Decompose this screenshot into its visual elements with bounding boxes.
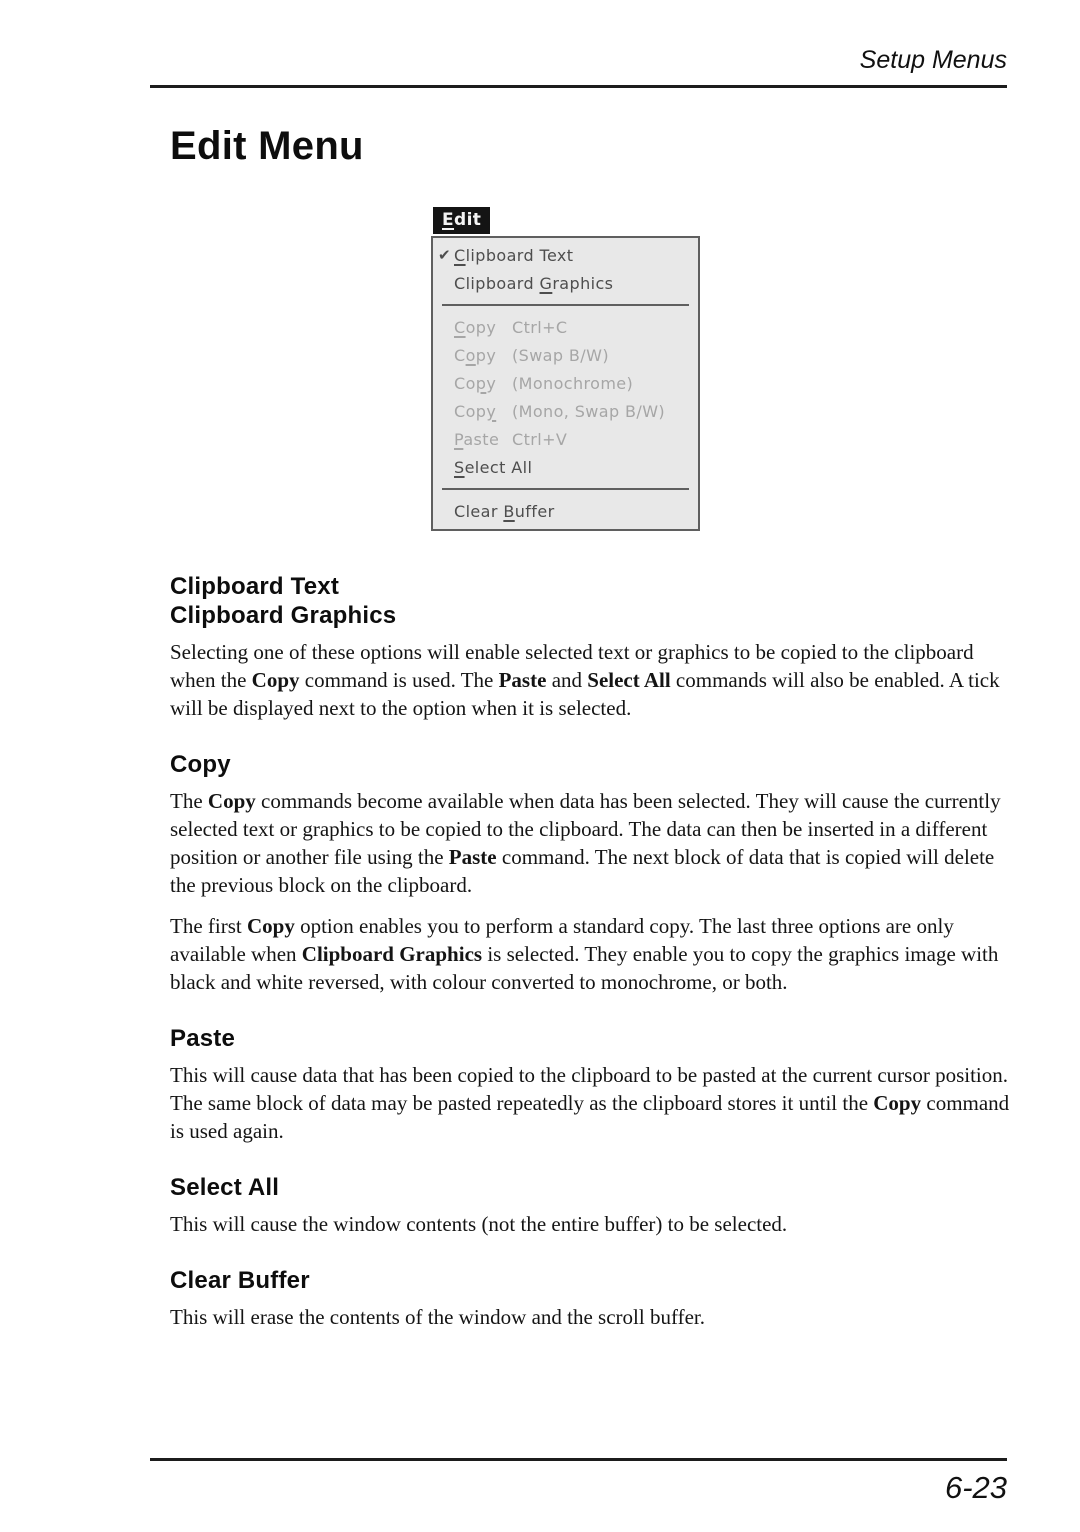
section-heading: Clipboard Text Clipboard Graphics (170, 573, 397, 629)
menu-item-select-all[interactable] (433, 453, 698, 481)
menu-item-label: Clear Buffer (454, 501, 555, 521)
section-heading: Select All (170, 1174, 280, 1201)
paragraph: Selecting one of these options will enable selected text or graphics to be copied to the clipboard when the Copy command is used. The Paste and Select All commands will also be enabled. A tick will be displayed next to the option when it is selected. (170, 640, 1000, 720)
edit-menu-button[interactable]: Edit (433, 207, 490, 234)
section-paste (170, 1024, 1010, 1145)
edit-menu-screenshot (433, 207, 666, 521)
section-heading: Copy (170, 751, 231, 778)
menu-separator (433, 297, 698, 313)
menu-item-copy[interactable] (433, 313, 698, 341)
menu-item-shortcut: (Monochrome) (512, 373, 634, 393)
menu-item-label: Copy (454, 401, 497, 421)
header-rule (150, 85, 1007, 88)
paragraph: This will cause data that has been copied to the clipboard to be pasted at the current cursor position. The same block of data may be pasted repeatedly as the clipboard stores it until the Copy command is used again. (170, 1063, 1010, 1143)
menu-item-paste[interactable] (433, 425, 698, 453)
menu-item-shortcut: (Mono, Swap B/W) (512, 401, 666, 421)
page-title: Edit Menu (170, 124, 364, 168)
menu-item-clipboard-text[interactable] (433, 241, 698, 269)
section-copy (170, 750, 1010, 996)
menu-item-copy-mono-swap-bw[interactable] (433, 397, 698, 425)
menu-item-label: Copy (454, 345, 497, 365)
menu-item-clear-buffer[interactable] (433, 497, 698, 525)
menu-item-label: Copy (454, 373, 497, 393)
section-clear-buffer (170, 1266, 1010, 1331)
running-header: Setup Menus (859, 46, 1007, 74)
menu-item-copy-swap-bw[interactable] (433, 341, 698, 369)
menu-item-shortcut: (Swap B/W) (512, 345, 609, 365)
menu-item-shortcut: Ctrl+C (512, 317, 568, 337)
menu-item-label: Copy (454, 317, 497, 337)
paragraph: The first Copy option enables you to perform a standard copy. The last three options are only available when Clipboard Graphics is selected. They enable you to copy the graphics image with black and white reversed, with colour converted to monochrome, or both. (170, 914, 999, 994)
menu-item-shortcut: Ctrl+V (512, 429, 568, 449)
menu-item-label: Clipboard Graphics (454, 273, 614, 293)
body-content (170, 572, 1010, 1331)
paragraph: This will erase the contents of the window and the scroll buffer. (170, 1305, 705, 1329)
edit-menu-panel (431, 236, 700, 531)
menu-item-label: Select All (454, 457, 533, 477)
menu-item-copy-monochrome[interactable] (433, 369, 698, 397)
page-number: 6-23 (944, 1470, 1007, 1505)
menu-separator (433, 481, 698, 497)
footer-rule (150, 1458, 1007, 1461)
menu-item-label: Paste (454, 429, 500, 449)
menu-item-clipboard-graphics[interactable] (433, 269, 698, 297)
checkmark-icon: ✔ (438, 246, 451, 264)
paragraph: The Copy commands become available when data has been selected. They will cause the currently selected text or graphics to be copied to the clipboard. The data can then be inserted in a different position or another file using the Paste command. The next block of data that is copied will delete the previous block on the clipboard. (170, 789, 1001, 897)
paragraph: This will cause the window contents (not the entire buffer) to be selected. (170, 1212, 788, 1236)
section-clipboard-options (170, 572, 1010, 722)
section-heading: Clear Buffer (170, 1267, 310, 1294)
section-heading: Paste (170, 1025, 236, 1052)
menu-item-label: Clipboard Text (454, 245, 574, 265)
section-select-all (170, 1173, 1010, 1238)
